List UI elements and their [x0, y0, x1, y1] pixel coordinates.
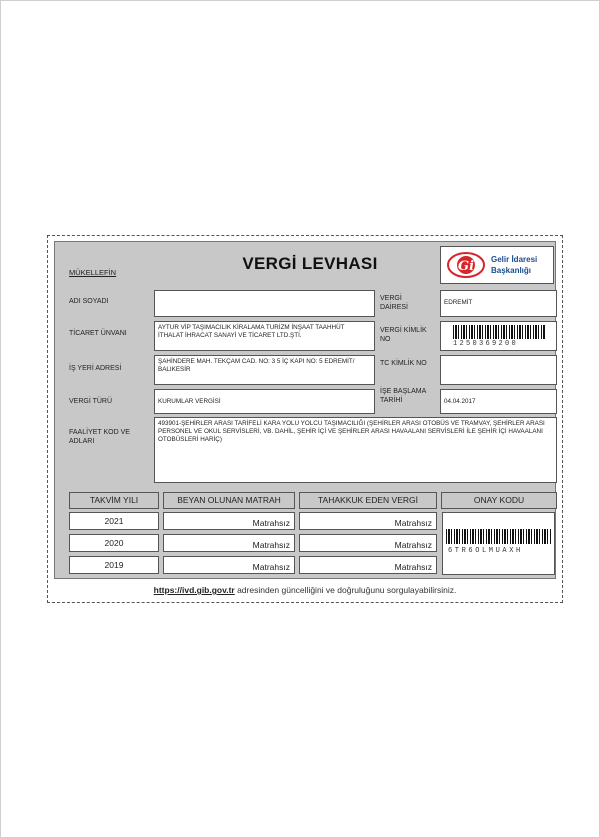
vergi-turu-value: KURUMLAR VERGİSİ: [154, 389, 375, 414]
row-2019-vergi: Matrahsız: [299, 556, 437, 574]
vergi-turu-label: VERGİ TÜRÜ: [69, 398, 113, 405]
tc-kimlik-no-value: [440, 355, 557, 385]
footer-note: [48, 585, 562, 595]
faaliyet-value: 493901-ŞEHİRLER ARASI TARİFELİ KARA YOLU YOLCU TAŞIMACILIĞI (ŞEHİRLER ARASI OTOBÜS VE TRAMVAY, ŞEHİRLER ARASI PERSONEL VE OKUL SERVİSLERİ, VB. DAHİL, ŞEHİR İÇİ VE ŞEHİRLER ARASI HAVAALANI SERVİSLERİ İLE ŞEHİR İÇİ HAVAALANI OTOBÜSLERİ HARİÇ): [154, 417, 557, 483]
vergi-kimlik-no-label: VERGİ KİMLİK NO: [380, 327, 427, 343]
logo-line-1: Gelir İdaresi: [491, 255, 538, 264]
ise-baslama-tarihi-value: 04.04.2017: [440, 389, 557, 414]
footer-text: adresinden güncelliğini ve doğruluğunu sorgulayabilirsiniz.: [234, 585, 457, 595]
header-onay-kodu: ONAY KODU: [441, 492, 557, 509]
adi-soyadi-value: [154, 290, 375, 317]
gib-emblem-icon: [446, 251, 486, 279]
row-2020-matrah: Matrahsız: [163, 534, 295, 552]
row-2019-year: 2019: [69, 556, 159, 574]
row-2019-matrah: Matrahsız: [163, 556, 295, 574]
row-2020-year: 2020: [69, 534, 159, 552]
ticaret-unvani-label: TİCARET ÜNVANI: [69, 330, 127, 337]
faaliyet-label: FAALİYET KOD VE ADLARI: [69, 429, 130, 445]
ise-baslama-tarihi-label: İŞE BAŞLAMA TARİHİ: [380, 388, 426, 404]
header-beyan-olunan-matrah: BEYAN OLUNAN MATRAH: [163, 492, 295, 509]
header-tahakkuk-eden-vergi: TAHAKKUK EDEN VERGİ: [299, 492, 437, 509]
gib-logo: [440, 246, 554, 284]
vergi-dairesi-label: VERGİ DAİRESİ: [380, 295, 409, 311]
vergi-levhasi-frame: [47, 235, 563, 603]
header-takvim-yili: TAKVİM YILI: [69, 492, 159, 509]
row-2021-matrah: Matrahsız: [163, 512, 295, 530]
row-2021-year: 2021: [69, 512, 159, 530]
vergi-kimlik-no-digits: 1250369200: [453, 340, 519, 348]
vergi-dairesi-value: EDREMİT: [440, 290, 557, 317]
tc-kimlik-no-label: TC KİMLİK NO: [380, 360, 427, 367]
adi-soyadi-label: ADI SOYADI: [69, 298, 109, 305]
row-2021-vergi: Matrahsız: [299, 512, 437, 530]
logo-line-2: Başkanlığı: [491, 266, 532, 275]
is-yeri-adresi-label: İŞ YERİ ADRESİ: [69, 365, 122, 372]
vergi-kimlik-barcode: [453, 325, 545, 339]
row-2020-vergi: Matrahsız: [299, 534, 437, 552]
verification-link[interactable]: https://ivd.gib.gov.tr: [153, 585, 235, 595]
vergi-levhasi-panel: [54, 241, 556, 579]
section-label: MÜKELLEFİN: [69, 268, 117, 277]
onay-kodu-barcode: [446, 529, 551, 544]
ticaret-unvani-value: AYTUR VİP TAŞIMACILIK KİRALAMA TURİZM İNŞAAT TAAHHÜT İTHALAT İHRACAT SANAYİ VE TİCARET LTD.ŞTİ.: [154, 321, 375, 351]
onay-kodu-box: [442, 512, 555, 575]
is-yeri-adresi-value: ŞAHİNDERE MAH. TEKÇAM CAD. NO: 3 5 İÇ KAPI NO: 5 EDREMİT/ BALIKESİR: [154, 355, 375, 385]
svg-text:Gi: Gi: [457, 259, 475, 274]
document-title: VERGİ LEVHASI: [242, 254, 378, 273]
onay-kodu-text: 6TR6OLMUAXH: [448, 547, 523, 555]
vergi-kimlik-no-box: [440, 321, 557, 351]
